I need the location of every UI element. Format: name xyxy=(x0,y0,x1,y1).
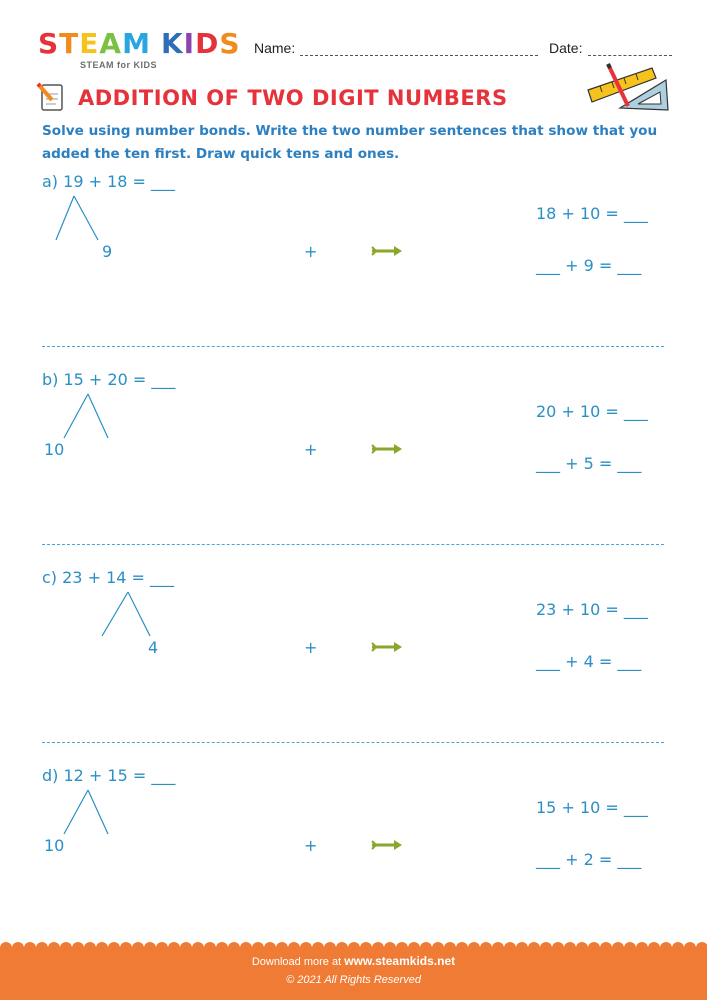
problem-label: b) 15 + 20 = ___ xyxy=(42,370,176,389)
worksheet-pencil-icon xyxy=(36,80,68,114)
logo-subtitle: STEAM for KIDS xyxy=(80,60,158,70)
problem-d xyxy=(0,766,707,963)
section-divider xyxy=(42,346,664,347)
problem-label: d) 12 + 15 = ___ xyxy=(42,766,176,785)
equation-one: 20 + 10 = ___ xyxy=(536,402,648,421)
problem-label: c) 23 + 14 = ___ xyxy=(42,568,174,587)
bond-part-number: 10 xyxy=(44,440,65,459)
problem-label: a) 19 + 18 = ___ xyxy=(42,172,176,191)
equation-two: ___ + 5 = ___ xyxy=(536,454,642,473)
problem-b xyxy=(0,370,707,567)
date-label: Date: xyxy=(549,40,583,56)
number-bond-lines xyxy=(52,392,112,442)
problem-a xyxy=(0,172,707,369)
logo-letter: M xyxy=(122,27,151,60)
section-divider xyxy=(42,742,664,743)
equation-one: 15 + 10 = ___ xyxy=(536,798,648,817)
logo-wordmark xyxy=(38,27,241,60)
logo-letter: K xyxy=(160,27,184,60)
footer-copyright: © 2021 All Rights Reserved xyxy=(286,974,421,986)
footer-site-link[interactable]: www.steamkids.net xyxy=(344,954,456,968)
footer-download-line xyxy=(0,954,707,968)
instructions-text: Solve using number bonds. Write the two number sentences that show that you added the ten first. Draw quick tens and ones. xyxy=(42,123,658,162)
logo-letter: S xyxy=(219,27,241,60)
arrow-right-icon xyxy=(370,442,404,456)
bond-part-number: 9 xyxy=(102,242,113,261)
plus-sign: + xyxy=(304,638,318,657)
logo-letter: I xyxy=(183,27,196,60)
name-field[interactable] xyxy=(300,55,538,56)
number-bond-lines xyxy=(52,194,112,244)
equation-one: 18 + 10 = ___ xyxy=(536,204,648,223)
problem-c xyxy=(0,568,707,765)
equation-one: 23 + 10 = ___ xyxy=(536,600,648,619)
equation-two: ___ + 2 = ___ xyxy=(536,850,642,869)
arrow-right-icon xyxy=(370,640,404,654)
name-label: Name: xyxy=(254,40,296,56)
bond-part-number: 4 xyxy=(148,638,159,657)
equation-two: ___ + 4 = ___ xyxy=(536,652,642,671)
arrow-right-icon xyxy=(370,244,404,258)
logo-letter: E xyxy=(79,27,100,60)
date-field[interactable] xyxy=(588,55,672,56)
steam-kids-logo xyxy=(38,27,241,70)
logo-letter: S xyxy=(38,27,60,60)
bond-part-number: 10 xyxy=(44,836,65,855)
equation-two: ___ + 9 = ___ xyxy=(536,256,642,275)
logo-letter: T xyxy=(59,27,80,60)
footer-download-prefix: Download more at xyxy=(251,956,345,968)
logo-letter: D xyxy=(195,27,220,60)
number-bond-lines xyxy=(52,788,112,838)
plus-sign: + xyxy=(304,440,318,459)
plus-sign: + xyxy=(304,242,318,261)
plus-sign: + xyxy=(304,836,318,855)
arrow-right-icon xyxy=(370,838,404,852)
ruler-set-square-icon xyxy=(582,60,672,115)
logo-letter: A xyxy=(99,27,123,60)
worksheet-title: ADDITION OF TWO DIGIT NUMBERS xyxy=(78,86,508,110)
number-bond-lines xyxy=(96,590,156,640)
section-divider xyxy=(42,544,664,545)
